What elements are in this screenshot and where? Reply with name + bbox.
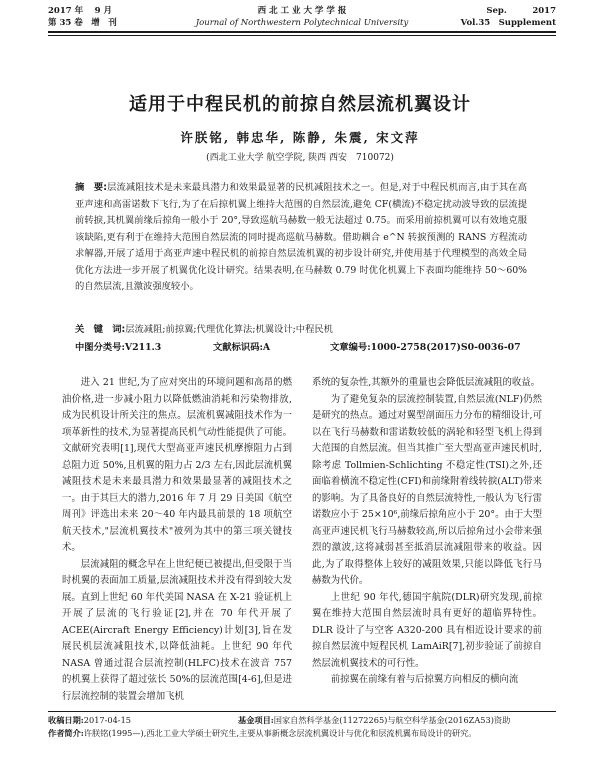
abstract — [75, 180, 527, 296]
body-paragraph: 前掠翼在前缘有着与后掠翼方向相反的横向流 — [330, 674, 519, 685]
keywords — [75, 323, 527, 337]
header-rule-thin — [48, 35, 556, 36]
paper-title: 适用于中程民机的前掠自然层流机翼设计 — [129, 94, 471, 115]
author-bio-label: 作者简介: — [48, 728, 84, 738]
article-number: 文章编号:1000-2758(2017)S0-0036-07 — [330, 342, 521, 353]
abstract-label: 摘 要: — [75, 182, 107, 193]
header-date-cn: 2017 年 9 月 — [48, 6, 112, 16]
header-journal-cn: 西 北 工 业 大 学 学 报 — [257, 6, 347, 16]
header-volume-cn: 第 35 卷 增 刊 — [48, 18, 117, 28]
body-paragraph: 层流减阻的概念早在上世纪便已被提出,但受限于当时机翼的表面加工质量,层流减阻技术并没有得到较大发展。直到上世纪 60 年代美国 NASA 在 X-21 验证机上开展了层流的飞行验证[2],并在 70 年代开展了 ACEE(Aircraft Energy Efficiency)计划[3],旨在发展民机层流减阻技术,以降低油耗。上世纪 90 年代 NASA 曾通过混合层流控制(HLFC)技术在波音 757 的机翼上获得了超过弦长 50%的层流范围[4-6],但是进行层流控制的装置会增加飞机 — [62, 558, 292, 702]
fund-text: 国家自然科学基金(11272265)与航空科学基金(2016ZA53)资助 — [273, 715, 511, 725]
body-paragraph: 系统的复杂性,其额外的重量也会降低层流减阻的收益。 — [312, 377, 540, 388]
header-rule-thick — [48, 31, 556, 33]
header-date-en: Sep. 2017 — [486, 6, 556, 16]
footnote-line-2 — [48, 727, 556, 739]
author-bio-text: 许朕铭(1995—),西北工业大学硕士研究生,主要从事新概念层流机翼设计与优化和层流机翼布局设计的研究。 — [83, 728, 477, 738]
received-date: 2017-04-15 — [83, 715, 131, 725]
received-label: 收稿日期: — [48, 715, 84, 725]
body-paragraph: 为了避免复杂的层流控制装置,自然层流(NLF)仍然是研究的热点。通过对翼型剖面压力分布的精细设计,可以在飞行马赫数和雷诺数较低的涡轮和轻型飞机上得到大范围的自然层流。但当其推广至大型高亚声速民机时,除考虑 Tollmien-Schlichting 不稳定性(TSI)之外,还面临着横流不稳定性(CFI)和前缘附着线转捩(ALT)带来的影响。为了具备良好的自然层流特性,一般认为飞行雷诺数应小于 25×10⁶,前缘后掠角应小于 20°。由于大型高亚声速民机飞行马赫数较高,所以后掠角过小会带来强烈的激波,这将减弱甚至抵消层流减阻带来的收益。因此,为了取得整体上较好的减阻效果,只能以降低飞行马赫数为代价。 — [312, 393, 542, 586]
author-list: 许朕铭, 韩忠华, 陈静, 朱震, 宋文萍 — [180, 130, 420, 145]
author-affiliation: (西北工业大学 航空学院, 陕西 西安 710072) — [206, 153, 394, 163]
body-column-right — [312, 375, 542, 689]
clc-number: 中图分类号:V211.3 — [75, 342, 162, 353]
header-journal-en: Journal of Northwestern Polytechnical University — [195, 18, 409, 28]
fund-label: 基金项目: — [238, 715, 274, 725]
keywords-label: 关 键 词: — [75, 324, 126, 335]
footnote-rule — [48, 711, 556, 712]
footnote-line-1 — [48, 714, 556, 726]
body-paragraph: 进入 21 世纪,为了应对突出的环境问题和高昂的燃油价格,进一步减小阻力以降低燃油消耗和污染物排放,成为民机设计所关注的焦点。层流机翼减阻技术作为一项革新性的技术,为显著提高民机气动性能提供了可能。文献研究表明[1],现代大型高亚声速民机摩擦阻力占到总阻力近 50%,且机翼的阻力占 2/3 左右,因此层流机翼减阻技术是未来最具潜力和效果最显著的减阻技术之一。由于其巨大的潜力,2016 年 7 月 29 日美国《航空周刊》评选出未来 20～40 年内最具前景的 18 项航空航天技术,"层流机翼技术"被列为其中的第三项关键技术。 — [62, 377, 292, 553]
abstract-text: 层流减阻技术是未来最具潜力和效果最显著的民机减阻技术之一。但是,对于中程民机而言,由于其在高亚声速和高雷诺数下飞行,为了在后掠机翼上维持大范围的自然层流,避免 CF(横流)不稳定扰动波导致的层流提前转捩,其机翼前缘后掠角一般小于 20°,导致巡航马赫数一般无法超过 0.75。而采用前掠机翼可以有效地克服该缺陷,更有利于在维持大范围自然层流的同时提高巡航马赫数。借助耦合 e^N 转捩预测的 RANS 方程流动求解器,开展了适用于高亚声速中程民机的前掠自然层流机翼的初步设计研究,并使用基于代理模型的高效全局优化方法进一步开展了机翼优化设计研究。结果表明,在马赫数 0.79 时优化机翼上下表面均能维持 50～60%的自然层流,且激波强度较小。 — [75, 182, 528, 292]
keywords-text: 层流减阻;前掠翼;代理优化算法;机翼设计;中程民机 — [125, 324, 333, 335]
header-volume-en: Vol.35 Supplement — [460, 18, 556, 28]
body-paragraph: 上世纪 90 年代,德国宇航院(DLR)研究发现,前掠翼在维持大范围自然层流时具有更好的超临界特性。DLR 设计了与空客 A320-200 具有相近设计要求的前掠自然层流中短程民机 LamAiR[7],初步验证了前掠自然层流机翼技术的可行性。 — [312, 591, 542, 669]
body-column-left — [62, 375, 292, 705]
document-code: 文献标识码:A — [213, 342, 271, 353]
